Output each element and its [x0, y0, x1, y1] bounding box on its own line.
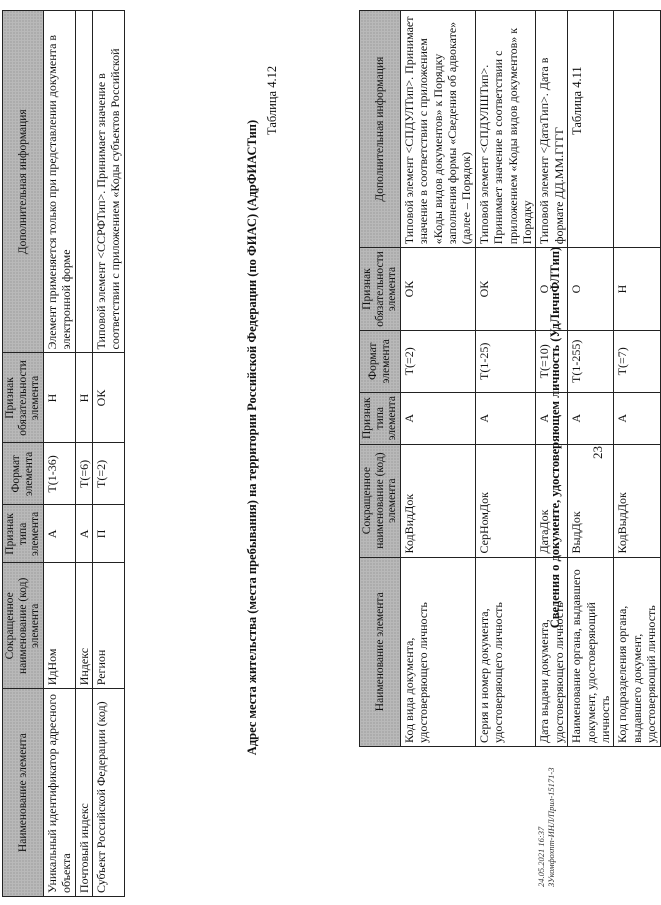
table-a-heading: Сведения о документе, удостоверяющем личность (УдЛичнФЛТип) — [548, 246, 562, 629]
table_a-header-2: Признак типа элемента — [360, 392, 401, 444]
table-cell: Типовой элемент <СПДУЛШТип>. Принимает значение в соответствии с приложением «Коды видов документов» к Порядку — [475, 11, 536, 248]
table-cell: О — [536, 248, 568, 331]
table-cell: СерНомДок — [475, 444, 536, 557]
table-cell: ДатаДок — [536, 444, 568, 557]
table-cell: ОК — [400, 248, 475, 331]
table_b-header-1: Сокращенное наименование (код) элемента — [3, 563, 44, 689]
table-cell: Серия и номер документа, удостоверяющего личность — [475, 557, 536, 746]
table-cell: ВыдДок — [568, 444, 614, 557]
table-row — [536, 11, 568, 747]
table-cell: T(1-36) — [43, 443, 75, 505]
table-cell: Субъект Российской Федерации (код) — [93, 689, 125, 897]
table-cell: А — [400, 392, 475, 444]
table-row — [614, 11, 660, 747]
page-number: 23 — [590, 446, 605, 459]
table-cell: T(=2) — [400, 330, 475, 392]
table-cell: А — [43, 505, 75, 563]
table-cell — [568, 11, 614, 248]
table-row — [568, 11, 614, 747]
table-row — [43, 11, 75, 897]
stamp-code: ЗУкомфохпт-ИНЛ/Прил-15171-3 — [546, 767, 557, 887]
table-cell: Типовой элемент <СПДУЛТип>. Принимает значение в соответствии с приложением «Коды видов документов» к Порядку заполнения формы «Сведения об адвокате» (далее – Порядок) — [400, 11, 475, 248]
table_b-header-5: Дополнительная информация — [3, 11, 44, 353]
table-cell: Почтовый индекс — [75, 689, 92, 897]
table-b-header-row — [3, 11, 44, 897]
table-cell: T(=2) — [93, 443, 125, 505]
table-cell — [75, 11, 92, 353]
table-cell: А — [75, 505, 92, 563]
table_a-header-4: Признак обязательности элемента — [360, 248, 401, 331]
table-cell: ОК — [475, 248, 536, 331]
table-a-caption: Таблица 4.11 — [570, 66, 584, 135]
table-cell: T(1-25) — [475, 330, 536, 392]
table_b-header-4: Признак обязательности элемента — [3, 353, 44, 443]
table-cell: А — [475, 392, 536, 444]
table-cell: Индекс — [75, 563, 92, 689]
table_a-header-5: Дополнительная информация — [360, 11, 401, 248]
table-cell: Н — [614, 248, 660, 331]
table-b — [2, 10, 125, 897]
approval-stamp — [536, 767, 556, 887]
table-cell: ИдНом — [43, 563, 75, 689]
table-cell: А — [568, 392, 614, 444]
table-cell: Код вида документа, удостоверяющего личность — [400, 557, 475, 746]
stamp-date: 24.05.2021 16:37 — [536, 826, 546, 887]
table-cell: T(1-255) — [568, 330, 614, 392]
table-cell: Наименование органа, выдавшего документ, удостоверяющий личность — [568, 557, 614, 746]
table-cell: КодВыдДок — [614, 444, 660, 557]
table-row — [93, 11, 125, 897]
table-cell: Код подразделения органа, выдавшего документ, удостоверяющий личность — [614, 557, 660, 746]
table-cell: КодВидДок — [400, 444, 475, 557]
table-row — [400, 11, 475, 747]
table-cell: Типовой элемент <ССРФТип>. Принимает значение в соответствии с приложением «Коды субъектов Российской — [93, 11, 125, 353]
table-cell: Дата выдачи документа, удостоверяющего личность — [536, 557, 568, 746]
table-cell: Элемент применяется только при представлении документа в электронной форме — [43, 11, 75, 353]
table-cell: T(=7) — [614, 330, 660, 392]
table-row — [75, 11, 92, 897]
table_b-header-0: Наименование элемента — [3, 689, 44, 897]
table-a-header-row — [360, 11, 401, 747]
table-row — [475, 11, 536, 747]
table-b-caption: Таблица 4.12 — [265, 65, 279, 135]
table-cell: Уникальный идентификатор адресного объекта — [43, 689, 75, 897]
table_b-header-3: Формат элемента — [3, 443, 44, 505]
table_a-header-1: Сокращенное наименование (код) элемента — [360, 444, 401, 557]
table_b-header-2: Признак типа элемента — [3, 505, 44, 563]
table_a-header-0: Наименование элемента — [360, 557, 401, 746]
table-cell: А — [614, 392, 660, 444]
table-cell: Типовой элемент <ДатаТип>. Дата в формате ДД.ММ.ГГГГ — [536, 11, 568, 248]
table-cell: ОК — [93, 353, 125, 443]
table_a-header-3: Формат элемента — [360, 330, 401, 392]
table-cell: Регион — [93, 563, 125, 689]
table-a — [359, 10, 661, 747]
table-cell: T(=10) — [536, 330, 568, 392]
table-cell: T(=6) — [75, 443, 92, 505]
table-b-heading: Адрес места жительства (места пребывания) на территории Российской Федерации (по ФИАС) (АдрФИАСТип) — [245, 119, 259, 756]
table-cell: П — [93, 505, 125, 563]
table-cell: А — [536, 392, 568, 444]
table-cell: Н — [75, 353, 92, 443]
table-cell — [614, 11, 660, 248]
table-cell: О — [568, 248, 614, 331]
table-cell: Н — [43, 353, 75, 443]
